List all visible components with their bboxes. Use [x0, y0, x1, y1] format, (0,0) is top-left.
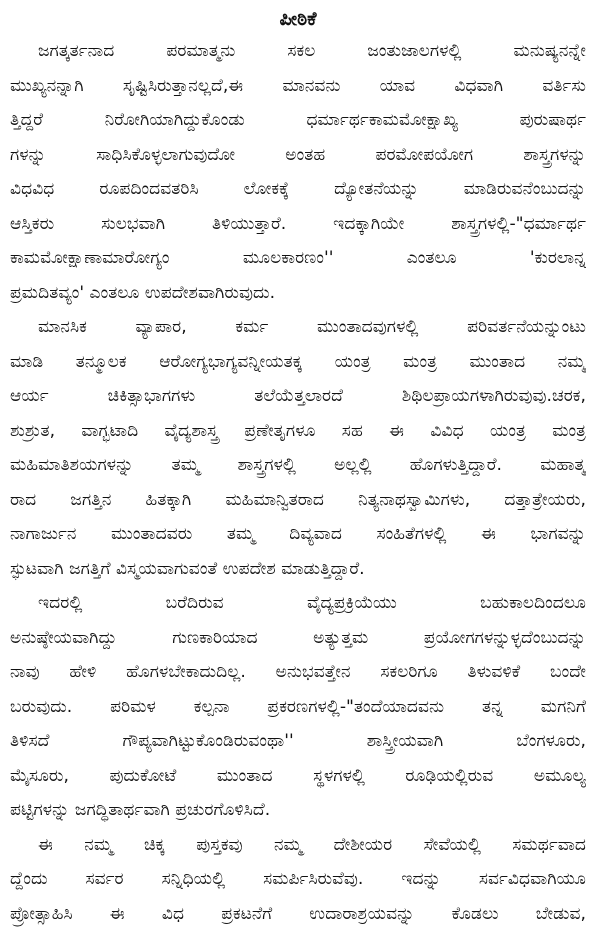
paragraph-4	[10, 828, 586, 931]
text-line: ಪ್ರೋತ್ಸಾಹಿಸಿ ಈ ವಿಧ ಪ್ರಕಟನೆಗೆ ಉದಾರಾಶ್ರಯವನ್ನು ಕೊಡಲು ಬೇಡುವ,	[10, 903, 586, 924]
text-line: ಇದರಲ್ಲಿ ಬರೆದಿರುವ ವೈದ್ಯಪ್ರಕ್ರಿಯೆಯು ಬಹುಕಾಲದಿಂದಲೂ	[38, 593, 586, 613]
text-line: ಪಟ್ಟಿಗಳನ್ನು ಜಗದ್ಧಿತಾರ್ಥವಾಗಿ ಪ್ರಚುರಗೊಳಿಸಿದೆ.	[10, 800, 271, 820]
text-line: ಮೈಸೂರು, ಪುದುಕೋಟೆ ಮುಂತಾದ ಸ್ಥಳಗಳಲ್ಲಿ ರೂಢಿಯಲ್ಲಿರುವ ಅಮೂಲ್ಯ	[10, 765, 586, 786]
text-line: ಶುಶ್ರುತ, ವಾಗ್ಭಟಾದಿ ವೈದ್ಯಶಾಸ್ತ್ರ ಪ್ರಣೇತೃಗಳೂ ಸಹ ಈ ವಿವಿಧ ಯಂತ್ರ ಮಂತ್ರ	[10, 420, 586, 441]
text-line: ಸ್ಫುಟವಾಗಿ ಜಗತ್ತಿಗೆ ವಿಸ್ಮಯವಾಗುವಂತೆ ಉಪದೇಶ ಮಾಡುತ್ತಿದ್ದಾರೆ.	[10, 558, 365, 579]
text-line: ಪ್ರಮದಿತವ್ಯಂ' ಎಂತಲೂ ಉಪದೇಶವಾಗಿರುವುದು.	[10, 282, 276, 303]
text-line: ಜಗತ್ಕರ್ತನಾದ ಪರಮಾತ್ಮನು ಸಕಲ ಜಂತುಜಾಲಗಳಲ್ಲಿ ಮನುಷ್ಯನನ್ನೇ	[38, 41, 586, 61]
text-line: ತ್ತಿದ್ದರೆ ನಿರೋಗಿಯಾಗಿದ್ದುಕೊಂಡು ಧರ್ಮಾರ್ಥಕಾಮಮೋಕ್ಷಾಖ್ಯ ಪುರುಷಾರ್ಥ	[10, 110, 586, 130]
text-line: ಆರ್ಯ ಚಿಕಿತ್ಸಾಭಾಗಗಳು ತಲೆಯೆತ್ತಲಾರದೆ ಶಿಥಿಲಪ್ರಾಯಗಳಾಗಿರುವುವು.ಚರಕ,	[10, 386, 586, 406]
text-line: ದ್ದೆಂದು ಸರ್ವರ ಸನ್ನಿಧಿಯಲ್ಲಿ ಸಮರ್ಪಿಸಿರುವೆವು. ಇದನ್ನು ಸರ್ವವಿಧವಾಗಿಯೂ	[10, 869, 586, 889]
text-line: ರಾದ ಜಗತ್ತಿನ ಹಿತಕ್ಕಾಗಿ ಮಹಿಮಾನ್ವಿತರಾದ ನಿತ್ಯನಾಥಸ್ವಾಮಿಗಳು, ದತ್ತಾತ್ರೇಯರು,	[10, 489, 586, 510]
text-line: ಮುಖ್ಯನನ್ನಾಗಿ ಸೃಷ್ಟಿಸಿರುತ್ತಾನಲ್ಲದೆ,ಈ ಮಾನವನು ಯಾವ ವಿಧವಾಗಿ ವರ್ತಿಸು	[10, 75, 586, 96]
paragraph-2	[10, 310, 586, 586]
text-line: ಅನುಷ್ಠೇಯವಾಗಿದ್ದು ಗುಣಕಾರಿಯಾದ ಅತ್ಯುತ್ತಮ ಪ್ರಯೋಗಗಳನ್ನುಳ್ಳದೆಂಬುದನ್ನು	[10, 627, 586, 648]
text-line: ತಿಳಿಸದೆ ಗೌಪ್ಯವಾಗಿಟ್ಟುಕೊಂಡಿರುವಂಥಾ'' ಶಾಸ್ತ್ರೀಯವಾಗಿ ಬೆಂಗಳೂರು,	[10, 731, 586, 751]
text-line: ಮಹಿಮಾತಿಶಯಗಳನ್ನು ತಮ್ಮ ಶಾಸ್ತ್ರಗಳಲ್ಲಿ ಅಲ್ಲಲ್ಲಿ ಹೊಗಳುತ್ತಿದ್ದಾರೆ. ಮಹಾತ್ಮ	[10, 455, 586, 475]
paragraph-3	[10, 586, 586, 828]
text-line: ನಾವು ಹೇಳಿ ಹೊಗಳಬೇಕಾದುದಿಲ್ಲ. ಅನುಭವತ್ತೇನ ಸಕಲರಿಗೂ ತಿಳುವಳಿಕೆ ಬಂದೇ	[10, 662, 586, 682]
text-line: ವಿಧವಿಧ ರೂಪದಿಂದವತರಿಸಿ ಲೋಕಕ್ಕೆ ದ್ಯೋತನೆಯನ್ನು ಮಾಡಿರುವನೆಂಬುದನ್ನು	[10, 179, 586, 199]
page-title: ಪೀಠಿಕೆ	[279, 8, 317, 30]
paragraph-1	[10, 34, 586, 310]
text-line: ನಾಗಾರ್ಜುನ ಮುಂತಾದವರು ತಮ್ಮ ದಿವ್ಯವಾದ ಸಂಹಿತೆಗಳಲ್ಲಿ ಈ ಭಾಗವನ್ನು	[10, 524, 586, 544]
text-line: ಆಸ್ತಿಕರು ಸುಲಭವಾಗಿ ತಿಳಿಯುತ್ತಾರೆ. ಇದಕ್ಕಾಗಿಯೇ ಶಾಸ್ತ್ರಗಳಲ್ಲಿ-"ಧರ್ಮಾರ್ಥ	[10, 213, 586, 234]
text-line: ಮಾಡಿ ತನ್ಮೂಲಕ ಆರೋಗ್ಯಭಾಗ್ಯವನ್ನೀಯತಕ್ಕ ಯಂತ್ರ ಮಂತ್ರ ಮುಂತಾದ ನಮ್ಮ	[10, 351, 586, 372]
text-line: ಕಾಮಮೋಕ್ಷಾಣಾಮಾರೋಗ್ಯಂ ಮೂಲಕಾರಣಂ'' ಎಂತಲೂ 'ಕುರಲಾನ್ನ	[10, 248, 586, 268]
text-line: ಮಾನಸಿಕ ವ್ಯಾಪಾರ, ಕರ್ಮ ಮುಂತಾದವುಗಳಲ್ಲಿ ಪರಿವರ್ತನೆಯನ್ನುಂಟು	[38, 317, 586, 337]
text-line: ಬರುವುದು. ಪರಿಮಳ ಕಲ್ಪನಾ ಪ್ರಕರಣಗಳಲ್ಲಿ-"ತಂದೆಯಾದವನು ತನ್ನ ಮಗನಿಗೆ	[10, 696, 586, 717]
text-line: ಗಳನ್ನು ಸಾಧಿಸಿಕೊಳ್ಳಲಾಗುವುದೋ ಅಂತಹ ಪರಮೋಪಯೋಗ ಶಾಸ್ತ್ರಗಳನ್ನು	[10, 144, 586, 165]
text-line: ಈ ನಮ್ಮ ಚಿಕ್ಕ ಪುಸ್ತಕವು ನಮ್ಮ ದೇಶೀಯರ ಸೇವೆಯಲ್ಲಿ ಸಮರ್ಥವಾದ	[38, 834, 586, 855]
